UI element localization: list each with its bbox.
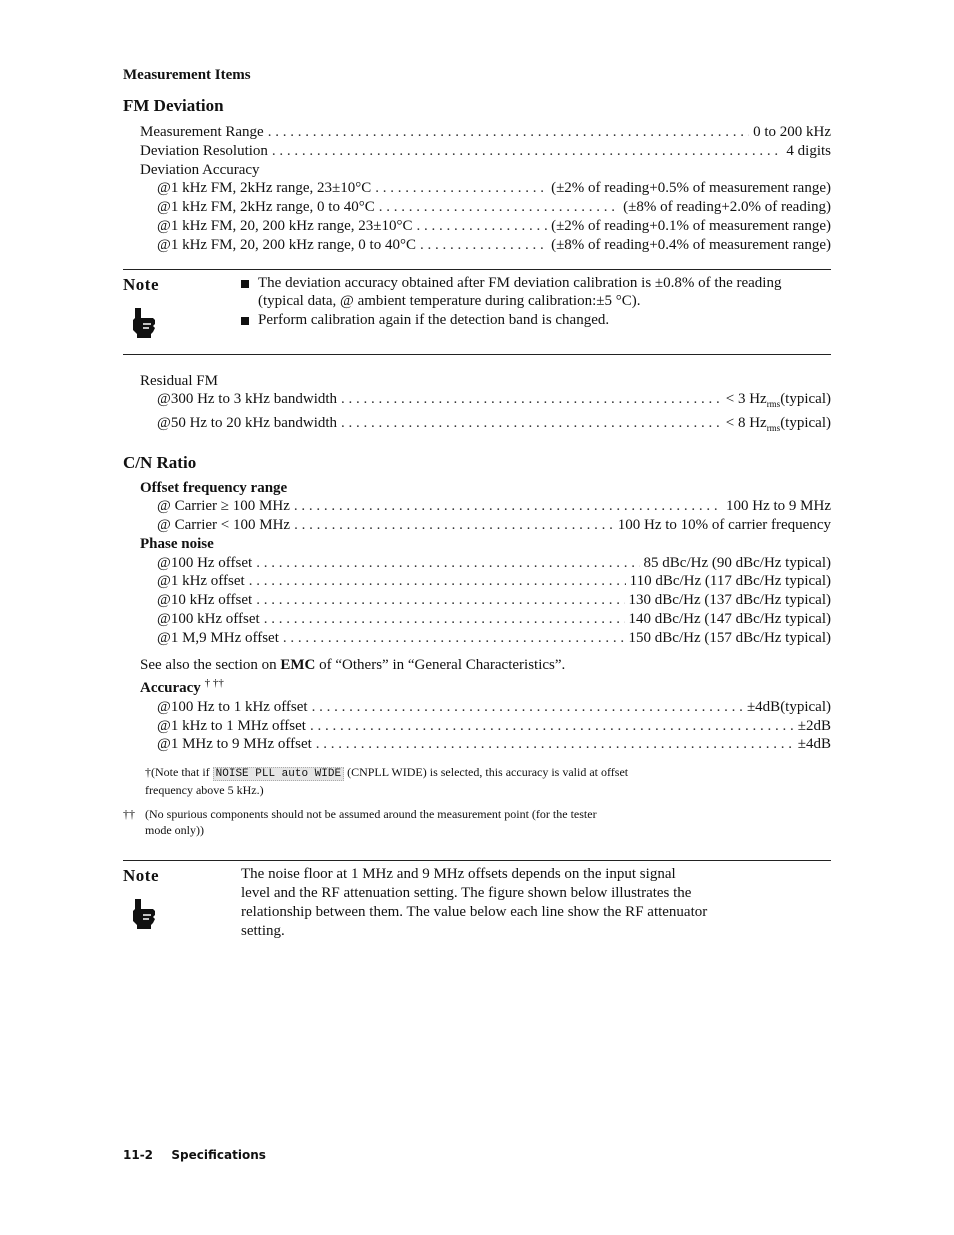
cn-accuracy-row: @1 MHz to 9 MHz offset . . . ±4dB bbox=[157, 735, 831, 754]
note-bullet: Perform calibration again if the detection band is changed. bbox=[241, 311, 831, 330]
accuracy-row: @1 kHz FM, 2kHz range, 23±10°C . . . (±2% of reading+0.5% of measurement range) bbox=[157, 179, 831, 198]
accuracy-row: @1 kHz FM, 20, 200 kHz range, 0 to 40°C . . . (±8% of reading+0.4% of measurement range) bbox=[157, 236, 831, 255]
offset-row: @ Carrier ≥ 100 MHz . . . 100 Hz to 9 MHz bbox=[157, 497, 831, 516]
fm-deviation-heading: FM Deviation bbox=[123, 96, 224, 115]
page-number: 11-2 bbox=[123, 1148, 154, 1162]
measurement-range-label: Measurement Range bbox=[140, 124, 264, 140]
residual-fm-row: @50 Hz to 20 kHz bandwidth . . . < 8 $Hz_{rms}(typical)$ bbox=[157, 414, 831, 438]
offset-frequency-heading: Offset frequency range bbox=[140, 479, 288, 496]
page-content bbox=[123, 62, 831, 948]
cn-ratio-body bbox=[123, 479, 831, 798]
phase-noise-row: @100 Hz offset . . . 85 dBc/Hz (90 dBc/Hz typical) bbox=[157, 554, 831, 573]
note-bullet: The deviation accuracy obtained after FM deviation calibration is ±0.8% of the reading (typical data, @ ambient temperature during calibration:±5 °C). bbox=[241, 274, 831, 312]
deviation-resolution-row bbox=[140, 142, 831, 161]
phase-noise-row: @100 kHz offset . . . 140 dBc/Hz (147 dBc/Hz typical) bbox=[157, 610, 831, 629]
residual-fm-section bbox=[123, 372, 831, 438]
note-title: Note bbox=[123, 274, 159, 294]
fm-deviation-body bbox=[123, 123, 831, 255]
accuracy-row: @1 kHz FM, 20, 200 kHz range, 23±10°C . . . (±2% of reading+0.1% of measurement range) bbox=[157, 217, 831, 236]
see-also-text: See also the section on EMC of “Others” in “General Characteristics”. bbox=[140, 656, 566, 673]
pointing-hand-icon bbox=[127, 897, 161, 933]
footnote-double-dagger: †† (No spurious components should not be assumed around the measurement point (for the tester mode only)) bbox=[123, 807, 597, 838]
deviation-resolution-label: Deviation Resolution bbox=[140, 142, 268, 159]
phase-noise-heading: Phase noise bbox=[140, 536, 214, 553]
pointing-hand-icon bbox=[127, 306, 161, 342]
footer-section: Specifications bbox=[171, 1148, 266, 1162]
footnote-dagger: †(Note that if NOISE PLL auto WIDE (CNPLL WIDE) is selected, this accuracy is valid at offset frequency above 5 kHz.) bbox=[145, 765, 629, 798]
phase-noise-row: @1 kHz offset . . . 110 dBc/Hz (117 dBc/Hz typical) bbox=[157, 572, 831, 591]
note-box bbox=[123, 269, 831, 355]
section-title: Measurement Items bbox=[123, 67, 251, 83]
page-footer bbox=[123, 1148, 266, 1162]
residual-fm-label: Residual FM bbox=[140, 372, 218, 389]
phase-noise-row: @1 M,9 MHz offset . . . 150 dBc/Hz (157 dBc/Hz typical) bbox=[157, 629, 831, 648]
phase-noise-row: @10 kHz offset . . . 130 dBc/Hz (137 dBc/Hz typical) bbox=[157, 591, 831, 610]
cn-accuracy-row: @100 Hz to 1 kHz offset . . . ±4dB(typical) bbox=[157, 698, 831, 717]
residual-fm-row: @300 Hz to 3 kHz bandwidth . . . < 3 $Hz_{rms}(typical)$ bbox=[157, 390, 831, 414]
note-box bbox=[123, 860, 831, 948]
accuracy-heading: Accuracy † †† bbox=[140, 677, 224, 697]
deviation-resolution-value: 4 digits bbox=[786, 142, 831, 159]
cn-ratio-heading: C/N Ratio bbox=[123, 452, 197, 472]
dagger-marks: † †† bbox=[204, 677, 224, 690]
accuracy-row: @1 kHz FM, 2kHz range, 0 to 40°C . . . (±8% of reading+2.0% of reading) bbox=[157, 198, 831, 217]
note-title: Note bbox=[123, 866, 159, 886]
measurement-range-row bbox=[140, 123, 831, 142]
measurement-range-value: 0 to 200 kHz bbox=[753, 124, 831, 140]
cn-accuracy-row: @1 kHz to 1 MHz offset . . . ±2dB bbox=[157, 717, 831, 736]
deviation-accuracy-label: Deviation Accuracy bbox=[140, 161, 260, 178]
noise-pll-key: NOISE PLL auto WIDE bbox=[213, 767, 344, 781]
offset-row: @ Carrier < 100 MHz . . . 100 Hz to 10% of carrier frequency bbox=[157, 516, 831, 535]
note-text: The noise floor at 1 MHz and 9 MHz offsets depends on the input signal level and the RF attenuation setting. The figure shown below illustrates the relationship between them. The value below each line show the RF attenuator setting. bbox=[241, 866, 708, 939]
